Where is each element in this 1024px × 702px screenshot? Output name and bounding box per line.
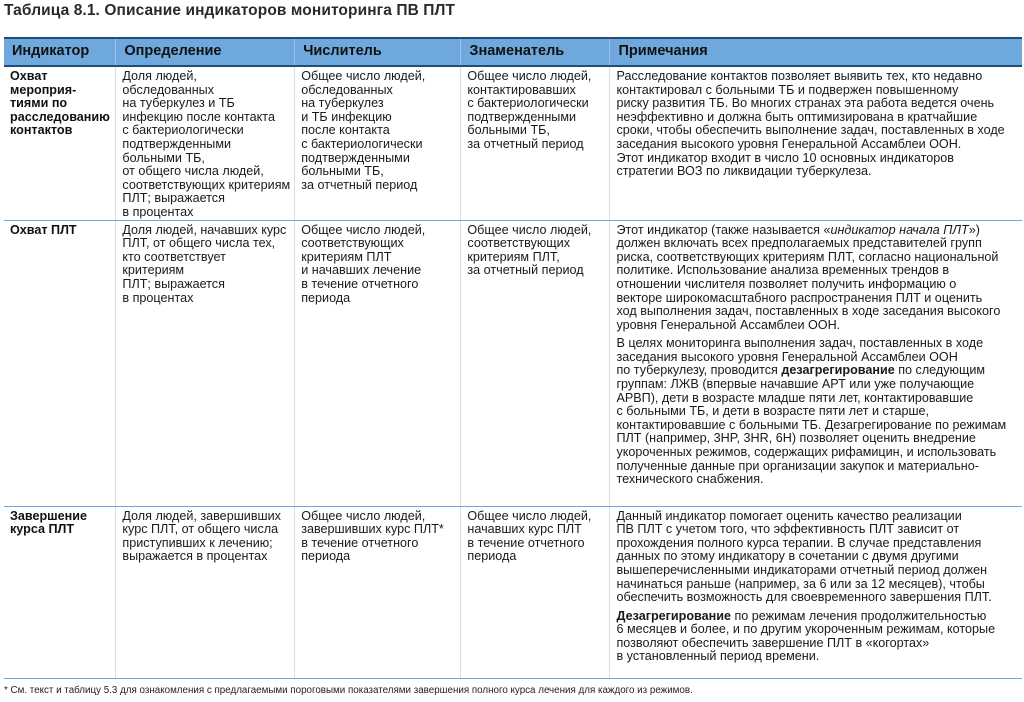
table-title: Таблица 8.1. Описание индикаторов мониторинга ПВ ПЛТ	[4, 2, 456, 19]
header-numerator: Числитель	[295, 38, 461, 66]
denominator-cell: Общее число людей, начавших курс ПЛТ в течение отчетного периода	[467, 508, 592, 564]
indicator-cell: Охват мероприя- тиями по расследованию контактов	[10, 69, 110, 138]
notes-paragraph: В целях мониторинга выполнения задач, поставленных в ходе заседания высокого уровня Генеральной Ассамблеи ООН по туберкулезу, проводится дезагрегирование по следующим группам: ЛЖВ (впервые начавшие АРТ или уже получающие АРВП), дети в возрасте младше пяти лет, контактировавшие с больными ТБ, и дети в возрасте пяти лет и старше, контактировавшие с больными ТБ. Дезагрегирование по режимам ПЛТ (например, 3HP, 3HR, 6H) позволяет оценить внедрение укороченных режимов, содержащих рифамицин, и использовать полученные данные при организации закупок и материально- технического снабжения.	[616, 336, 1007, 487]
numerator-cell: Общее число людей, обследованных на туберкулез и ТБ инфекцию после контакта с бактериологически подтвержденными больными ТБ, за отчетный период	[301, 69, 426, 192]
footnote: * См. текст и таблицу 5.3 для ознакомления с предлагаемыми пороговыми показателями завершения полного курса лечения для каждого из режимов.	[4, 685, 693, 696]
notes-paragraph: Данный индикатор помогает оценить качество реализации ПВ ПЛТ с учетом того, что эффективность ПЛТ зависит от прохождения полного курса терапии. В случае представления данных по этому индикатору в сочетании с двумя другими вышеперечисленными индикаторами отчетный период должен начинаться раньше (например, за 6 или за 12 месяцев), чтобы обеспечить возможность для своевременного завершения ПЛТ.	[616, 508, 992, 605]
denominator-cell: Общее число людей, контактировавших с бактериологически подтвержденными больными ТБ, за отчетный период	[467, 69, 592, 151]
header-definition: Определение	[116, 38, 295, 66]
notes-cell: Расследование контактов позволяет выявить тех, кто недавно контактировал с больными ТБ и подвержен повышенному риску развития ТБ. Во многих странах эта работа ведется очень неэффективно и должна быть оптимизирована в кратчайшие сроки, чтобы обеспечить выполнение задач, поставленных в ходе заседания высокого уровня Генеральной Ассамблеи ООН. Этот индикатор входит в число 10 основных индикаторов стратегии ВОЗ по ликвидации туберкулеза.	[616, 69, 1005, 179]
indicators-table	[4, 37, 1022, 679]
notes-paragraph: Этот индикатор (также называется «индикатор начала ПЛТ») должен включать всех предполагаемых представителей групп риска, соответствующих критериям ПЛТ, согласно национальной политике. Использование анализа временных трендов в отношении числителя позволяет получить информацию о векторе широкомасштабного распространения ПЛТ и оценить ход выполнения задач, поставленных в ходе заседания высокого уровня Генеральной Ассамблеи ООН.	[616, 222, 1001, 332]
notes-paragraph: Дезагрегирование по режимам лечения продолжительностью 6 месяцев и более, и по другим укороченным режимам, которые позволяют обеспечить завершение ПЛТ в «когортах» в установленный период времени.	[616, 608, 996, 664]
denominator-cell: Общее число людей, соответствующих критериям ПЛТ, за отчетный период	[467, 222, 592, 278]
table-row	[4, 220, 1022, 506]
bold-term: Дезагрегирование	[616, 608, 731, 623]
italic-term: индикатор начала ПЛТ	[830, 222, 969, 237]
bold-term: дезагрегирование	[781, 363, 895, 378]
table-row	[4, 506, 1022, 678]
indicator-cell: Завершение курса ПЛТ	[10, 508, 88, 537]
definition-cell: Доля людей, обследованных на туберкулез и ТБ инфекцию после контакта с бактериологически подтвержденными больными ТБ, от общего числа людей, соответствующих критериям ПЛТ; выражается в процентах	[122, 69, 291, 219]
table-header-row	[4, 38, 1022, 66]
header-notes: Примечания	[610, 38, 1022, 66]
definition-cell: Доля людей, начавших курс ПЛТ, от общего числа тех, кто соответствует критериям ПЛТ; выражается в процентах	[122, 222, 287, 305]
indicator-cell: Охват ПЛТ	[10, 222, 77, 237]
numerator-cell: Общее число людей, завершивших курс ПЛТ* в течение отчетного периода	[301, 508, 444, 564]
table-row	[4, 66, 1022, 220]
definition-cell: Доля людей, завершивших курс ПЛТ, от общего числа приступивших к лечению; выражается в процентах	[122, 508, 281, 564]
header-indicator: Индикатор	[4, 38, 116, 66]
header-denominator: Знаменатель	[461, 38, 610, 66]
numerator-cell: Общее число людей, соответствующих критериям ПЛТ и начавших лечение в течение отчетного периода	[301, 222, 426, 305]
